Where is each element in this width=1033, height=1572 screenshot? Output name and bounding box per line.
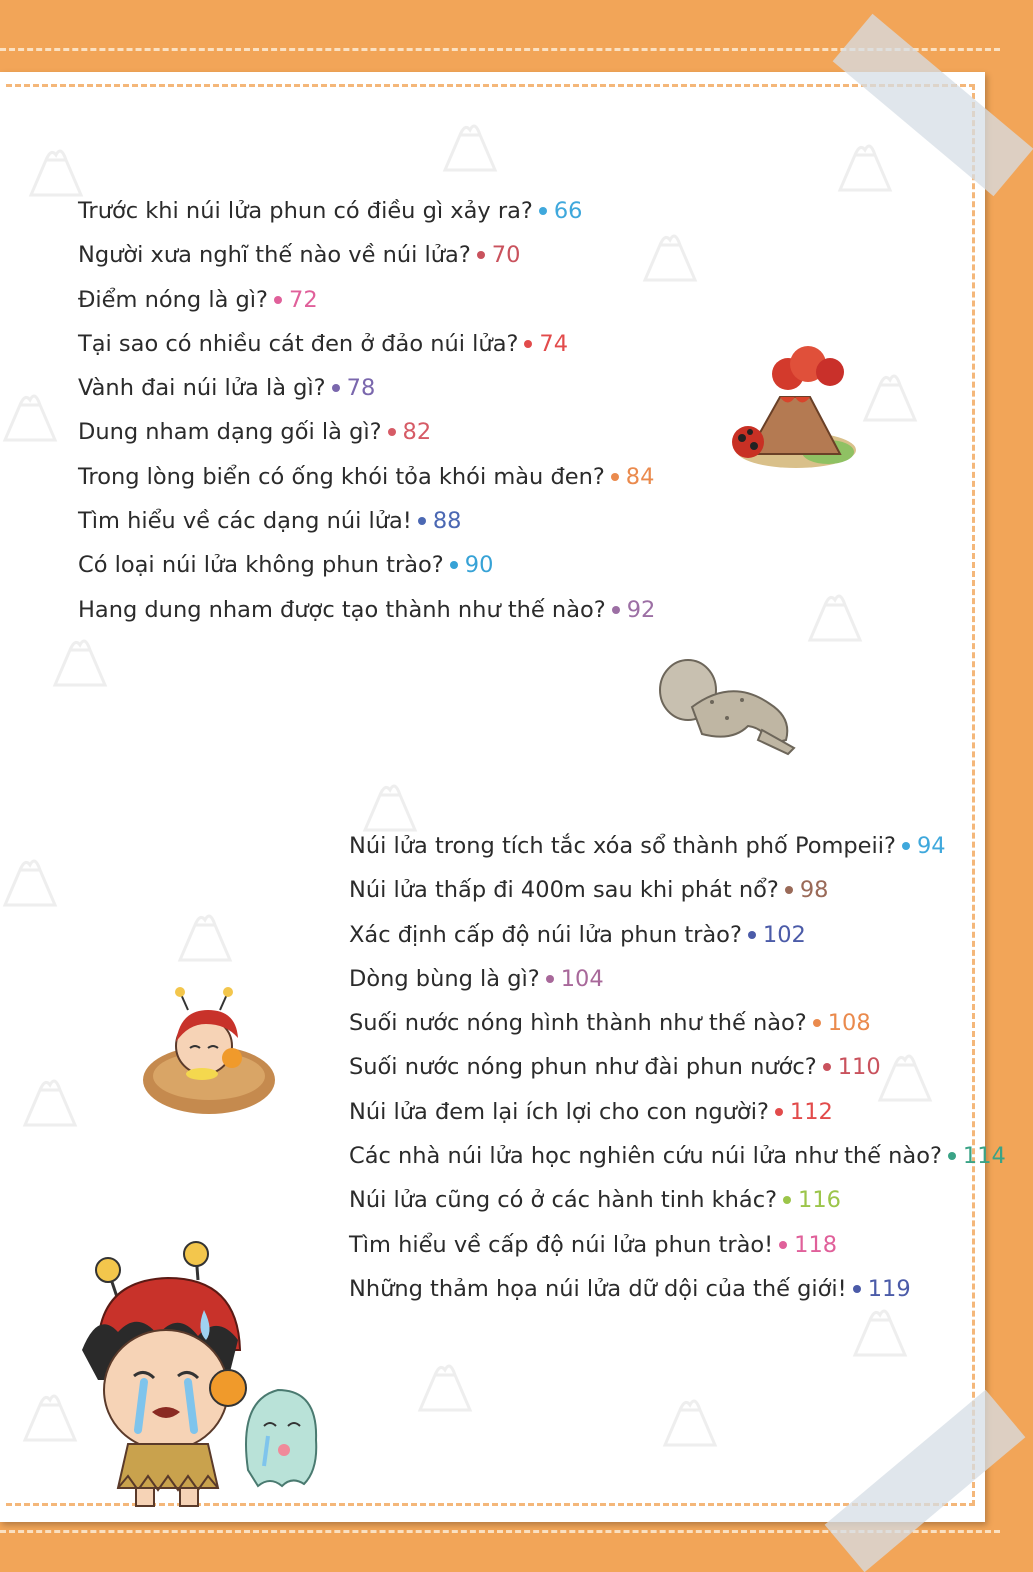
bullet-dot-icon bbox=[477, 251, 485, 259]
bullet-dot-icon bbox=[274, 296, 282, 304]
toc-entry bbox=[349, 1090, 1006, 1134]
bullet-dot-icon bbox=[902, 842, 910, 850]
toc-section-1 bbox=[78, 189, 655, 632]
toc-entry-page: 118 bbox=[794, 1231, 838, 1258]
toc-entry-page: 82 bbox=[402, 419, 432, 446]
toc-entry-title: Có loại núi lửa không phun trào? bbox=[78, 552, 444, 579]
bg-volcano-icon bbox=[26, 140, 86, 200]
toc-entry-title: Những thảm họa núi lửa dữ dội của thế giới! bbox=[349, 1275, 847, 1302]
toc-entry-page: 108 bbox=[827, 1010, 871, 1037]
bullet-dot-icon bbox=[783, 1196, 791, 1204]
toc-entry-title: Suối nước nóng hình thành như thế nào? bbox=[349, 1010, 807, 1037]
toc-entry-page: 88 bbox=[432, 508, 462, 535]
bullet-dot-icon bbox=[853, 1285, 861, 1293]
toc-entry bbox=[349, 1134, 1006, 1178]
toc-entry bbox=[78, 588, 655, 632]
toc-entry-title: Dòng bùng là gì? bbox=[349, 965, 540, 992]
bg-volcano-icon bbox=[0, 385, 60, 445]
bullet-dot-icon bbox=[388, 428, 396, 436]
bullet-dot-icon bbox=[539, 207, 547, 215]
bullet-dot-icon bbox=[524, 340, 532, 348]
toc-entry-title: Suối nước nóng phun như đài phun nước? bbox=[349, 1054, 817, 1081]
toc-entry bbox=[78, 499, 655, 543]
bg-volcano-icon bbox=[20, 1070, 80, 1130]
toc-entry bbox=[78, 278, 655, 322]
kid-mud-bath bbox=[140, 988, 278, 1118]
toc-entry bbox=[78, 543, 655, 587]
bg-volcano-icon bbox=[440, 115, 500, 175]
toc-entry bbox=[349, 868, 1006, 912]
bullet-dot-icon bbox=[546, 975, 554, 983]
bg-volcano-icon bbox=[0, 850, 60, 910]
bullet-dot-icon bbox=[813, 1019, 821, 1027]
bullet-dot-icon bbox=[611, 473, 619, 481]
toc-entry-page: 104 bbox=[560, 965, 604, 992]
toc-entry-title: Núi lửa trong tích tắc xóa sổ thành phố Pompeii? bbox=[349, 833, 896, 859]
bullet-dot-icon bbox=[748, 931, 756, 939]
toc-entry-page: 90 bbox=[464, 552, 494, 579]
toc-entry-title: Người xưa nghĩ thế nào về núi lửa? bbox=[78, 242, 471, 269]
toc-entry-title: Xác định cấp độ núi lửa phun trào? bbox=[349, 921, 742, 948]
bg-volcano-icon bbox=[860, 365, 920, 425]
bg-volcano-icon bbox=[805, 585, 865, 645]
bullet-dot-icon bbox=[450, 561, 458, 569]
toc-entry-title: Núi lửa đem lại ích lợi cho con người? bbox=[349, 1098, 769, 1125]
bullet-dot-icon bbox=[785, 886, 793, 894]
toc-entry-title: Trong lòng biển có ống khói tỏa khói màu đen? bbox=[78, 463, 605, 490]
toc-entry bbox=[78, 189, 655, 233]
toc-entry bbox=[78, 366, 655, 410]
toc-entry-title: Dung nham dạng gối là gì? bbox=[78, 419, 382, 446]
toc-entry-title: Núi lửa thấp đi 400m sau khi phát nổ? bbox=[349, 877, 779, 904]
toc-entry-page: 102 bbox=[762, 921, 806, 948]
toc-entry bbox=[349, 1223, 1006, 1267]
toc-entry-title: Điểm nóng là gì? bbox=[78, 286, 268, 313]
toc-entry bbox=[349, 824, 1006, 868]
toc-entry-page: 112 bbox=[789, 1098, 833, 1125]
toc-entry-page: 72 bbox=[289, 286, 318, 313]
bullet-dot-icon bbox=[948, 1152, 956, 1160]
toc-entry bbox=[349, 1045, 1006, 1089]
toc-entry-title: Tại sao có nhiều cát đen ở đảo núi lửa? bbox=[78, 330, 519, 357]
toc-entry-page: 74 bbox=[539, 330, 569, 357]
toc-entry-title: Tìm hiểu về cấp độ núi lửa phun trào! bbox=[349, 1231, 774, 1258]
bg-volcano-icon bbox=[20, 1385, 80, 1445]
toc-entry-page: 114 bbox=[962, 1143, 1006, 1170]
toc-entry-title: Núi lửa cũng có ở các hành tinh khác? bbox=[349, 1187, 778, 1214]
bullet-dot-icon bbox=[612, 606, 620, 614]
toc-entry bbox=[78, 455, 655, 499]
toc-entry-title: Tìm hiểu về các dạng núi lửa! bbox=[78, 508, 412, 535]
toc-entry-title: Trước khi núi lửa phun có điều gì xảy ra? bbox=[78, 198, 533, 224]
toc-entry bbox=[349, 1178, 1006, 1222]
bullet-dot-icon bbox=[418, 517, 426, 525]
crying-kid-and-ghost bbox=[78, 1240, 340, 1510]
bg-volcano-icon bbox=[660, 1390, 720, 1450]
toc-entry bbox=[78, 322, 655, 366]
toc-entry-page: 119 bbox=[867, 1275, 911, 1302]
toc-entry-page: 116 bbox=[798, 1187, 841, 1214]
bullet-dot-icon bbox=[823, 1063, 831, 1071]
toc-entry-page: 98 bbox=[799, 877, 829, 904]
bg-volcano-icon bbox=[175, 905, 235, 965]
toc-entry-title: Vành đai núi lửa là gì? bbox=[78, 375, 326, 402]
toc-entry-page: 92 bbox=[626, 596, 656, 623]
toc-section-2 bbox=[349, 824, 1006, 1311]
toc-entry-page: 66 bbox=[553, 198, 583, 224]
toc-entry bbox=[349, 1267, 1006, 1311]
toc-entry bbox=[349, 913, 1006, 957]
petrified-figure bbox=[652, 652, 800, 758]
toc-entry-title: Các nhà núi lửa học nghiên cứu núi lửa như thế nào? bbox=[349, 1143, 942, 1170]
bg-volcano-icon bbox=[50, 630, 110, 690]
toc-entry-page: 94 bbox=[916, 833, 946, 859]
toc-entry bbox=[78, 233, 655, 277]
toc-entry-page: 84 bbox=[625, 463, 655, 490]
toc-entry-page: 78 bbox=[346, 375, 376, 402]
toc-entry-title: Hang dung nham được tạo thành như thế nào? bbox=[78, 596, 606, 623]
volcano-icon bbox=[718, 342, 853, 472]
bg-volcano-icon bbox=[415, 1355, 475, 1415]
bullet-dot-icon bbox=[332, 384, 340, 392]
bg-volcano-icon bbox=[835, 135, 895, 195]
toc-entry bbox=[349, 957, 1006, 1001]
toc-entry-page: 70 bbox=[491, 242, 521, 269]
bullet-dot-icon bbox=[775, 1108, 783, 1116]
bullet-dot-icon bbox=[779, 1241, 787, 1249]
toc-entry-page: 110 bbox=[837, 1054, 881, 1081]
toc-entry bbox=[349, 1001, 1006, 1045]
toc-entry bbox=[78, 410, 655, 454]
